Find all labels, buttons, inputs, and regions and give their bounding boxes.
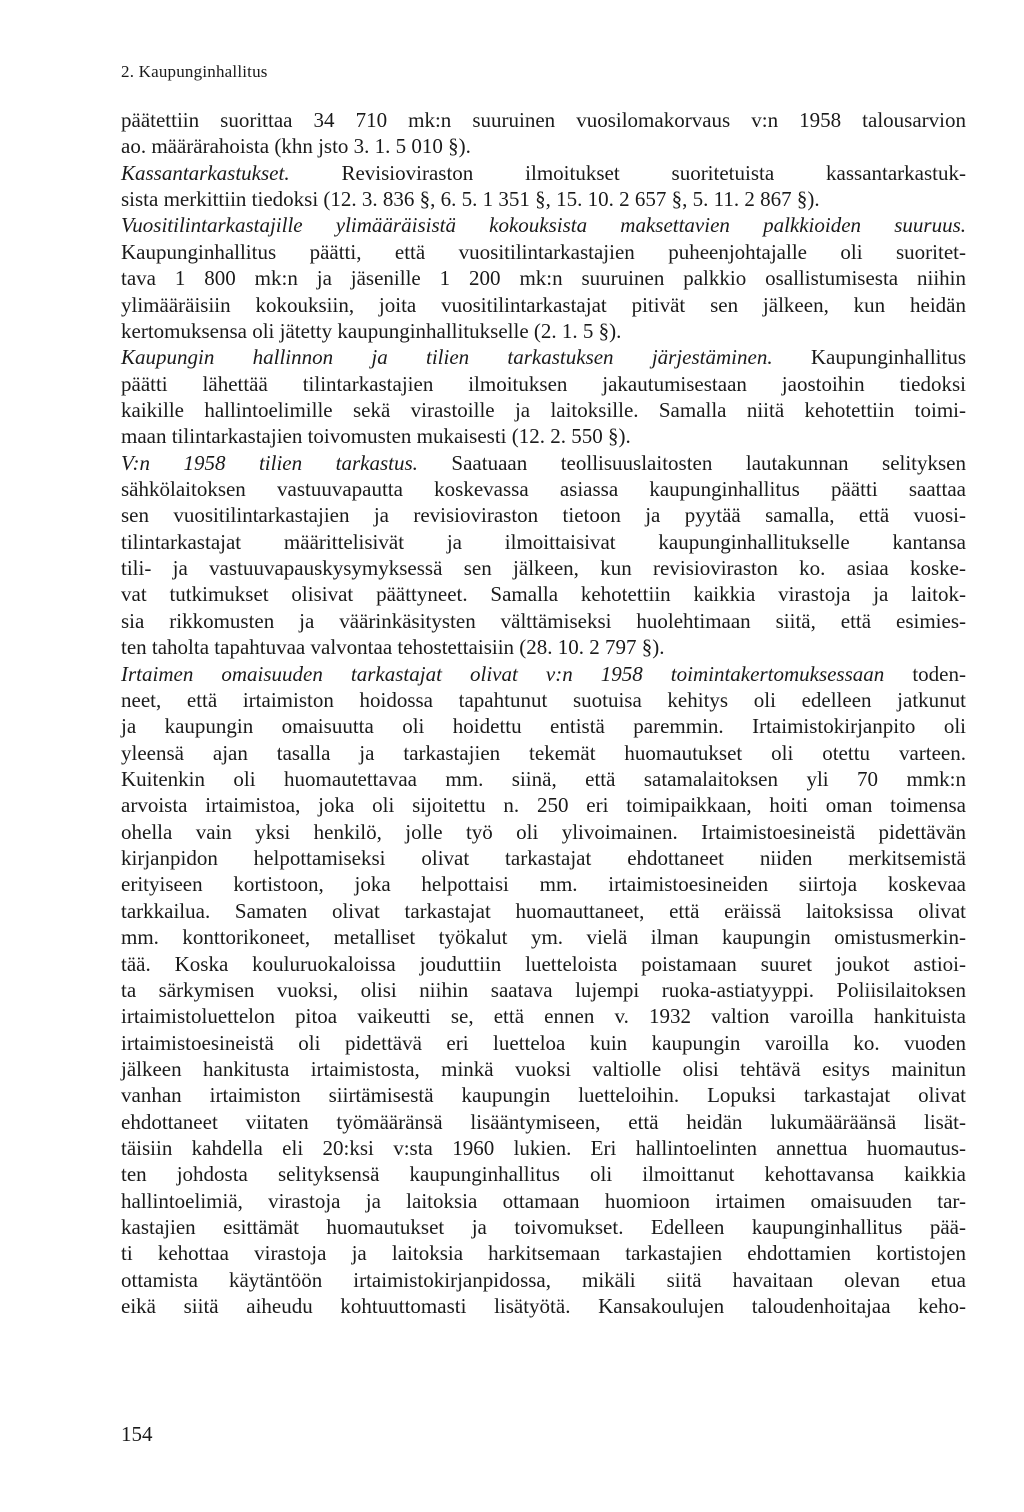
text-run: toden-: [884, 661, 966, 686]
text-run: päätettiin suorittaa 34 710 mk:n suuruinen vuosilomakorvaus v:n 1958 talousarvion: [121, 108, 966, 132]
text-line: [121, 1214, 966, 1240]
text-run: Revisioviraston ilmoitukset suoritetuista kassantarkastuk-: [289, 160, 966, 185]
text-run: kastajien esittämät huomautukset ja toivomukset. Edelleen kaupunginhallitus pää-: [121, 1215, 966, 1240]
text-line: [121, 608, 966, 634]
text-run: neet, että irtaimiston hoidossa tapahtunut suotuisa kehitys oli edelleen jatkunut: [121, 687, 966, 712]
text-line: [121, 740, 966, 766]
text-line: [121, 1056, 966, 1082]
text-run: sähkölaitoksen vastuuvapautta koskevassa asiassa kaupunginhallitus päätti saattaa: [121, 477, 966, 502]
text-line: [121, 661, 966, 687]
text-run: päätti lähettää tilintarkastajien ilmoituksen jakautumisestaan jaostoihin tiedoksi: [121, 371, 966, 396]
text-line: [121, 318, 621, 344]
text-run: maan tilintarkastajien toivomusten mukaisesti (12. 2. 550 §).: [121, 424, 631, 449]
text-line: [121, 1161, 966, 1187]
text-line: [121, 924, 966, 950]
text-line: [121, 792, 966, 818]
page-number: 154: [121, 1422, 153, 1446]
text-line: [121, 871, 966, 897]
text-run: tilintarkastajat määrittelisivät ja ilmoittaisivat kaupunginhallitukselle kantansa: [121, 529, 966, 554]
text-run: sen vuositilintarkastajien ja revisioviraston tietoon ja pyytää samalla, että vuosi-: [121, 503, 966, 528]
text-run: tili- ja vastuuvapauskysymyksessä sen jälkeen, kun revisioviraston ko. asiaa koske-: [121, 556, 966, 581]
text-line: [121, 107, 966, 133]
text-run: Kuitenkin oli huomautettavaa mm. siinä, että satamalaitoksen yli 70 mmk:n: [121, 767, 966, 791]
text-line: [121, 1030, 966, 1056]
text-run: jälkeen hankitusta irtaimistosta, minkä vuoksi valtiolle olisi tehtävä esitys mainitun: [121, 1056, 966, 1081]
text-run: vat tutkimukset olisivat päättyneet. Samalla kehotettiin kaikkia virastoja ja laitok-: [121, 582, 966, 607]
text-run: sia rikkomusten ja väärinkäsitysten välttämiseksi huolehtimaan siitä, että esimies-: [121, 608, 966, 633]
italic-heading: V:n 1958 tilien tarkastus.: [121, 450, 418, 475]
text-run: ti kehottaa virastoja ja laitoksia harkitsemaan tarkastajien ehdottamien kortistojen: [121, 1241, 966, 1266]
text-line: [121, 951, 966, 977]
text-run: kirjanpidon helpottamiseksi olivat tarkastajat ehdottaneet niiden merkitsemistä: [121, 846, 966, 871]
text-run: täisiin kahdella eli 20:ksi v:sta 1960 lukien. Eri hallintoelinten annettua huomautus-: [121, 1136, 966, 1161]
text-run: Kaupunginhallitus päätti, että vuositilintarkastajien puheenjohtajalle oli suoritet-: [121, 239, 966, 264]
text-line: [121, 292, 966, 318]
text-run: ao. määrärahoista (khn jsto 3. 1. 5 010 §).: [121, 134, 471, 159]
text-line: [121, 133, 471, 159]
text-run: yleensä ajan tasalla ja tarkastajien tekemät huomautukset oli otettu varteen.: [121, 740, 966, 765]
text-line: [121, 1003, 966, 1029]
text-run: ja kaupungin omaisuutta oli hoidettu entistä paremmin. Irtaimistokirjanpito oli: [121, 714, 966, 739]
running-header: 2. Kaupunginhallitus: [121, 62, 268, 81]
text-run: irtaimistoesineistä oli pidettävä eri luetteloa kuin kaupungin varoilla ko. vuoden: [121, 1030, 966, 1055]
text-run: ta särkymisen vuoksi, olisi niihin saatava lujempi ruoka-astiatyyppi. Poliisilaitoksen: [121, 977, 966, 1002]
text-run: irtaimistoluettelon pitoa vaikeutti se, että ennen v. 1932 valtion varoilla hankituista: [121, 1004, 966, 1029]
text-run: hallintoelimiä, virastoja ja laitoksia ottamaan huomioon irtaimen omaisuuden tar-: [121, 1188, 966, 1213]
text-line: [121, 265, 966, 291]
text-line: [121, 819, 966, 845]
text-line: [121, 687, 966, 713]
text-line: [121, 529, 966, 555]
text-run: kaikille hallintoelimille sekä virastoille ja laitoksille. Samalla niitä kehotettiin toimi-: [121, 397, 966, 422]
text-line: [121, 344, 966, 370]
text-run: vanhan irtaimiston siirtämisestä kaupungin luetteloihin. Lopuksi tarkastajat olivat: [121, 1083, 966, 1108]
text-line: [121, 186, 820, 212]
text-run: Saatuaan teollisuuslaitosten lautakunnan selityksen: [417, 450, 967, 475]
text-line: [121, 160, 966, 186]
text-line: [121, 898, 966, 924]
text-run: ten johdosta selityksensä kaupunginhallitus oli ilmoittanut kehottavansa kaikkia: [121, 1162, 966, 1187]
text-line: [121, 845, 966, 871]
text-line: [121, 1293, 966, 1319]
text-line: [121, 397, 966, 423]
italic-heading: Kassantarkastukset.: [121, 160, 290, 185]
text-line: [121, 502, 966, 528]
text-line: [121, 239, 966, 265]
text-line: [121, 1109, 966, 1135]
text-line: [121, 476, 966, 502]
italic-heading: Irtaimen omaisuuden tarkastajat olivat v:n 1958 toimintakertomuksessaan: [121, 661, 885, 686]
text-run: eikä siitä aiheudu kohtuuttomasti lisätyötä. Kansakoulujen taloudenhoitajaa keho-: [121, 1294, 966, 1319]
italic-heading: Vuositilintarkastajille ylimääräisistä kokouksista maksettavien palkkioiden suuruus.: [121, 213, 966, 238]
text-line: [121, 713, 966, 739]
text-run: ottamista käytäntöön irtaimistokirjanpidossa, mikäli siitä havaitaan olevan etua: [121, 1267, 966, 1292]
text-line: [121, 766, 966, 792]
text-run: erityiseen kortistoon, joka helpottaisi mm. irtaimistoesineiden siirtoja koskevaa: [121, 872, 966, 897]
text-run: mm. konttorikoneet, metalliset työkalut ym. vielä ilman kaupungin omistusmerkin-: [121, 925, 966, 950]
text-run: ten taholta tapahtuvaa valvontaa tehostettaisiin (28. 10. 2 797 §).: [121, 635, 665, 660]
italic-heading: Kaupungin hallinnon ja tilien tarkastuksen järjestäminen.: [121, 345, 773, 370]
text-run: tava 1 800 mk:n ja jäsenille 1 200 mk:n suuruinen palkkio osallistumisesta niihin: [121, 266, 966, 291]
text-line: [121, 555, 966, 581]
text-run: ehdottaneet viitaten työmääränsä lisääntymiseen, että heidän lukumääräänsä lisät-: [121, 1109, 966, 1134]
text-run: ohella vain yksi henkilö, jolle työ oli ylivoimainen. Irtaimistoesineistä pidettävän: [121, 819, 966, 844]
text-line: [121, 634, 665, 660]
text-run: Kaupunginhallitus: [772, 345, 966, 370]
text-line: [121, 977, 966, 1003]
text-line: [121, 212, 966, 238]
text-line: [121, 1240, 966, 1266]
text-run: arvoista irtaimistoa, joka oli sijoitettu n. 250 eri toimipaikkaan, hoiti oman toimensa: [121, 793, 966, 818]
text-line: [121, 1267, 966, 1293]
text-line: [121, 423, 631, 449]
text-run: ylimääräisiin kokouksiin, joita vuositilintarkastajat pitivät sen jälkeen, kun heidän: [121, 292, 966, 317]
text-run: kertomuksensa oli jätetty kaupunginhallitukselle (2. 1. 5 §).: [121, 318, 622, 343]
text-line: [121, 1082, 966, 1108]
text-run: tää. Koska kouluruokaloissa jouduttiin luetteloista poistamaan suuret joukot astioi-: [121, 951, 966, 976]
text-run: sista merkittiin tiedoksi (12. 3. 836 §, 6. 5. 1 351 §, 15. 10. 2 657 §, 5. 11. 2 867 §).: [121, 187, 820, 212]
text-line: [121, 581, 966, 607]
text-line: [121, 1135, 966, 1161]
text-run: tarkkailua. Samaten olivat tarkastajat huomauttaneet, että eräissä laitoksissa olivat: [121, 898, 966, 923]
text-line: [121, 450, 966, 476]
text-line: [121, 1188, 966, 1214]
text-line: [121, 371, 966, 397]
